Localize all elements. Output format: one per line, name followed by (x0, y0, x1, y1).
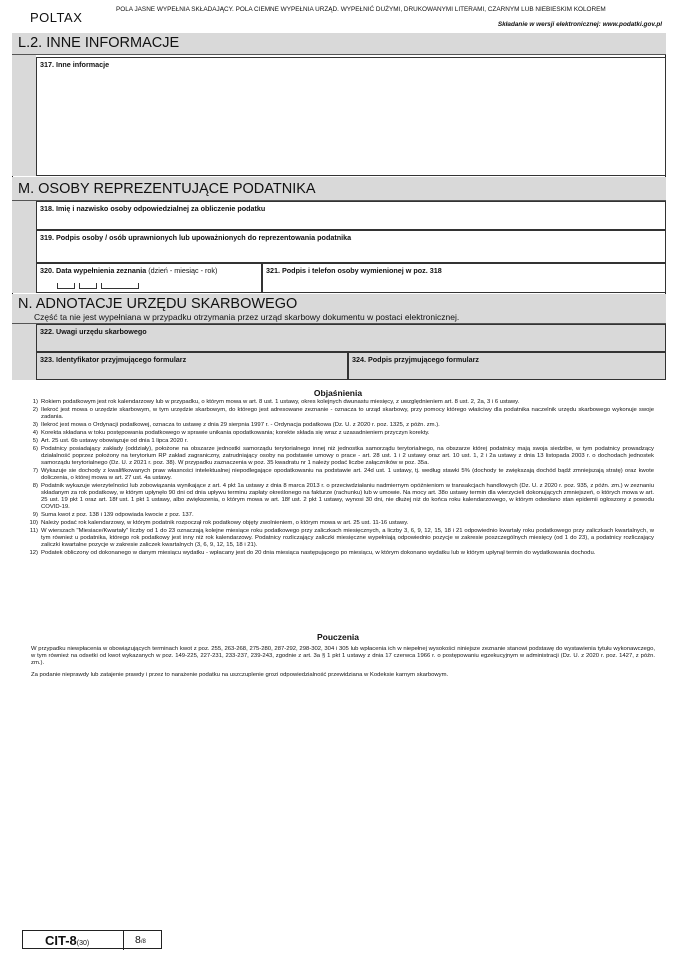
note-item: 10) Należy podać rok kalendarzowy, w którym podatnik rozpoczął rok podatkowy objęty zwolnieniem, o którym mowa w art. 25 ust. 11-16 ustawy. (29, 520, 409, 526)
date-input-boxes[interactable] (57, 283, 139, 289)
field-318-name[interactable] (36, 201, 666, 230)
field-324-label: Podpis przyjmującego formularz (368, 355, 480, 364)
field-318-label: Imię i nazwisko osoby odpowiedzialnej za obliczenie podatku (56, 204, 266, 213)
field-323-label: Identyfikator przyjmującego formularz (56, 355, 187, 364)
form-code: CIT-8(30) (45, 933, 90, 948)
pouczenia-paragraph-2: Za podanie nieprawdy lub zatajenie prawdy i przez to narażenie podatku na uszczuplenie grozi odpowiedzialność przewidziana w Kodeksie karnym skarbowym. (31, 672, 449, 678)
note-item: 5) Art. 25 ust. 6b ustawy obowiązuje od dnia 1 lipca 2020 r. (32, 438, 189, 444)
field-321-signature-phone[interactable] (262, 263, 666, 293)
electronic-submit-info: Składanie w wersji elektronicznej: www.podatki.gov.pl (497, 21, 662, 28)
field-322-tax-office-remarks (36, 324, 666, 352)
note-item: 1) Rokiem podatkowym jest rok kalendarzowy lub w przypadku, o którym mowa w art. 8 ust. 1 ustawy, okres kolejnych dwunastu miesięcy, z uwzględnieniem art. 8 ust. 2, 2a, 3 i 6 ustawy. (32, 399, 520, 405)
section-m-title: M. OSOBY REPREZENTUJĄCE PODATNIKA (18, 181, 316, 197)
section-l2-header (12, 33, 666, 55)
section-n-header (12, 294, 666, 324)
page-header (12, 6, 666, 32)
notes-title: Objaśnienia (313, 388, 363, 398)
pouczenia-text (31, 646, 655, 684)
year-box[interactable] (101, 283, 139, 289)
field-317-label: Inne informacje (56, 60, 110, 69)
field-317-other-info[interactable] (36, 57, 666, 176)
note-item: 2) Ilekroć jest mowa o urzędzie skarbowym, w tym urzędzie skarbowym, do którego jest adresowane zeznanie - oznacza to urząd skarbowy, przy pomocy którego właściwy dla podatnika naczelnik urzędu skarbowego wykonuje swoje zadania. (32, 407, 654, 420)
section-n-title: N. ADNOTACJE URZĘDU SKARBOWEGO (18, 296, 298, 312)
note-item: 8) Podatnik wykazuje wierzytelności lub zobowiązania wynikające z art. 4 pkt 1a ustawy z dnia 8 marca 2013 r. o przeciwdziałaniu nadmiernym opóźnieniom w transakcjach handlowych (Dz. U. z 2020 r. poz. 935, z późn. zm.) w zeznaniu składanym za rok podatkowy, w którym upłynęło 90 dni od dnia upływu terminu zapłaty określonego na fakturze (rachunku) lub w umowie. Na mocy art. 38o ustawy termin dla wierzycieli dokonujących zmniejszeń, o których mowa w art. 25 ust. 19 pkt 1 oraz art. 18f ust. 1 pkt 1 ustawy, albo zwiększenia, o którym mowa w art. 18f ust. 2 pkt 1 ustawy, wynosi 30 dni, nie dłużej niż do końca roku kalendarzowego, w którym odwołano stan epidemii ogłoszony z powodu COVID-19. (32, 483, 654, 510)
field-319-signature[interactable] (36, 230, 666, 263)
note-item: 3) Ilekroć jest mowa o Ordynacji podatkowej, oznacza to ustawę z dnia 29 sierpnia 1997 r. - Ordynacja podatkowa (Dz. U. z 2020 r. poz. 1325, z późn. zm.). (32, 422, 440, 428)
note-item: 6) Podatnicy posiadający zakłady (oddziały), położone na obszarze jednostki samorządu terytorialnego innej niż jednostka samorządu terytorialnego, na obszarze której podatnicy mają swoja siedzibe, w tym podatnicy prowadzący działalność poprzez położony na terytorium RP zakład zagraniczny, zatrudniający osoby na podstawie umowy o prace - art. 28 ust. 1 i 2 ustawy oraz art. 10 ust. 1, 2 i 2a ustawy z dnia 13 listopada 2003 r. o dochodach jednostek samorządu terytorialnego (Dz. U. z 2021 r. poz. 38). W przypadku zaznaczenia w poz. 35 kwadratu nr 1 należy podać liczbe załączników w poz. 35a. (32, 446, 654, 466)
section-n-subtitle: Część ta nie jest wypełniana w przypadku otrzymania przez urząd skarbowy dokumentu w postaci elektronicznej. (34, 312, 460, 322)
brand-logo-text: POLTAX (30, 10, 83, 25)
section-l2-title: L.2. INNE INFORMACJE (18, 35, 180, 51)
field-321-num: 321. (266, 266, 280, 275)
section-m-margin (12, 201, 36, 293)
note-item: 4) Korekta składana w toku postępowania podatkowego w sprawie unikania opodatkowania; korekte składa się wraz z uzasadnieniem przyczyn korekty. (32, 430, 430, 436)
field-319-num: 319. (40, 233, 54, 242)
form-footer (22, 930, 162, 949)
day-box[interactable] (57, 283, 75, 289)
field-324-receiver-signature (348, 352, 666, 380)
pouczenia-title: Pouczenia (316, 632, 360, 642)
note-item: 11) W wierszach "Miesiace/Kwartały" liczby od 1 do 23 oznaczają kolejne miesiące roku podatkowego przy zaliczkach miesięcznych, a liczby 3, 6, 9, 12, 15, 18 i 21 odpowiednio kwartały roku podatkowego przy zaliczkach kwartalnych, w tym również u podatnika, którego rok podatkowy jest inny niż rok kalendarzowy. Podatnicy rozliczający zaliczki miesięczne wypełniają odpowiednio pozycje w zakresie poszczególnych miesięcy (od 1 do 23), a podatnicy rozliczający zaliczki kwartalne pozycje w zakresie zaliczek kwartalnych (3, 6, 9, 12, 15, 18 i 21). (29, 528, 654, 548)
section-m-header (12, 177, 666, 201)
field-323-receiver-id (36, 352, 348, 380)
footer-divider (123, 931, 124, 950)
fill-instructions: POLA JASNE WYPEŁNIA SKŁADAJĄCY. POLA CIEMNE WYPEŁNIA URZĄD. WYPEŁNIĆ DUŻYMI, DRUKOWANYMI LITERAMI, CZARNYM LUB NIEBIESKIM KOLOREM (116, 6, 606, 13)
section-n-margin (12, 324, 36, 380)
form-version: (30) (76, 940, 90, 947)
pouczenia-paragraph-1: W przypadku niewpłacenia w obowiązujących terminach kwot z poz. 255, 263-268, 275-280, 287-292, 298-302, 304 i 305 lub wpłacenia ich w niepełnej wysokości niniejsze zeznanie stanowi podstawę do wystawienia tytułu wykonawczego, w tym również na odsetki od kwot wykazanych w poz. 149-225, 227-231, 233-237, 239-243, zgodnie z art. 3a § 1 pkt 1 ustawy z dnia 17 czerwca 1966 r. o postępowaniu egzekucyjnym w administracji (Dz. U. z 2020 r. poz. 1427, z późn. zm.). (31, 646, 655, 666)
field-318-num: 318. (40, 204, 54, 213)
field-320-num: 320. (40, 266, 54, 275)
note-item: 7) Wykazuje sie dochody z kwalifikowanych praw własności intelektualnej niepodlegające opodatkowaniu na podstawie art. 24d ust. 1 ustawy, tj. według stawki 5% (dochody te zwiększają dochód bądź zmniejszają stratę) oraz kwote doliczenia, o której mowa w art. 27 ust. 4a ustawy. (32, 468, 654, 481)
field-321-label: Podpis i telefon osoby wymienionej w poz. 318 (282, 266, 442, 275)
field-319-label: Podpis osoby / osób uprawnionych lub upoważnionych do reprezentowania podatnika (56, 233, 352, 242)
field-320-hint: (dzień - miesiąc - rok) (148, 266, 218, 275)
note-item: 9) Suma kwot z poz. 138 i 139 odpowiada kwocie z poz. 137. (32, 512, 194, 518)
note-item: 12) Podatek obliczony od dokonanego w danym miesiącu wydatku - wpłacany jest do 20 dnia miesiąca następującego po miesiącu, w którym dokonano wydatku lub w którym upłynął termin do wydatkowania dochodu. (29, 550, 596, 556)
month-box[interactable] (79, 283, 97, 289)
page-number: 8/8 (135, 934, 146, 946)
field-322-label: Uwagi urzędu skarbowego (56, 327, 147, 336)
field-323-num: 323. (40, 355, 54, 364)
field-320-date[interactable] (36, 263, 262, 293)
notes-list (28, 399, 654, 558)
page-total: /8 (140, 939, 146, 945)
field-317-num: 317. (40, 60, 54, 69)
field-324-num: 324. (352, 355, 366, 364)
section-l2-margin (12, 55, 36, 176)
field-320-label: Data wypełnienia zeznania (56, 266, 147, 275)
field-322-num: 322. (40, 327, 54, 336)
